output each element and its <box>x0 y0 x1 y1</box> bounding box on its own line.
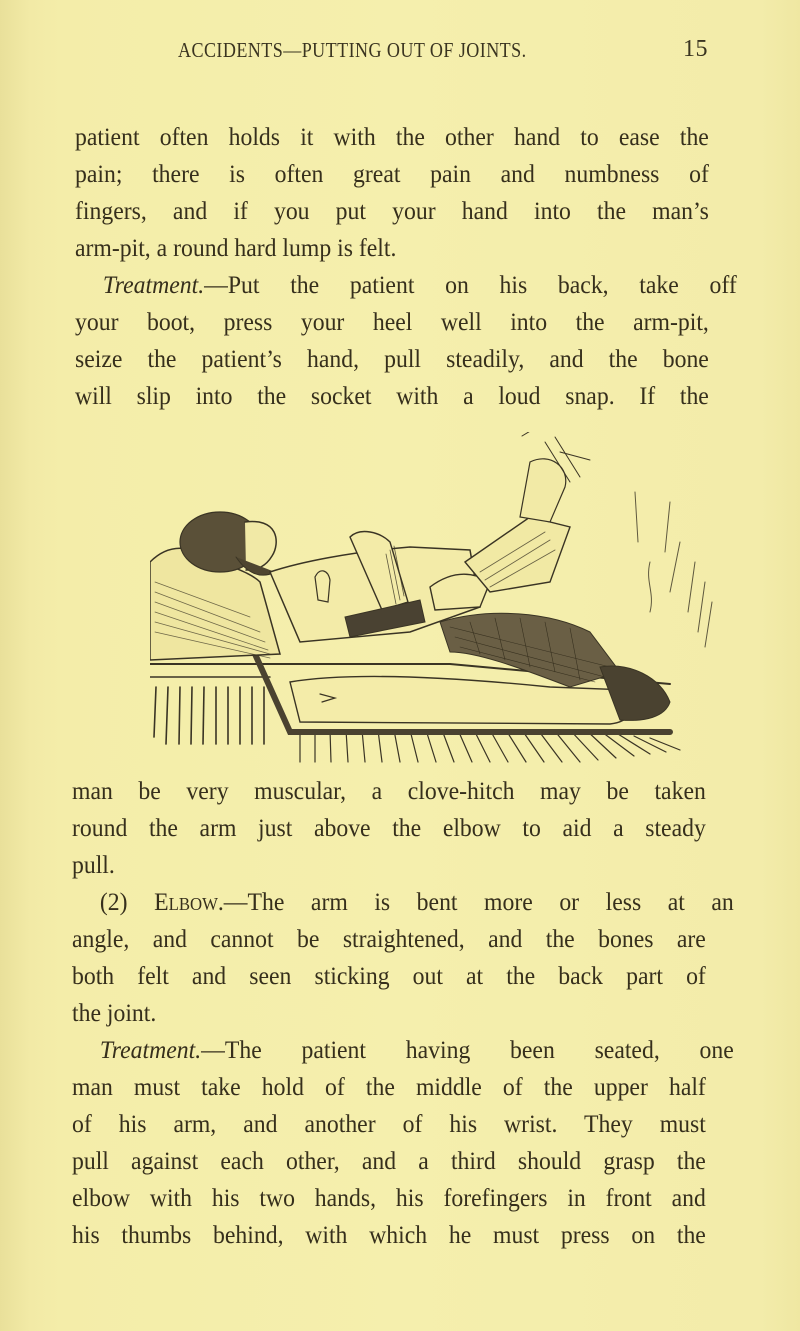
illustration-dislocated-shoulder <box>150 432 730 767</box>
text-block-top <box>75 118 737 414</box>
text-line: pull against each other, and a third should grasp the <box>72 1146 706 1175</box>
section-heading-elbow: Elbow. <box>154 887 224 916</box>
text-line: arm-pit, a round hard lump is felt. <box>75 233 397 262</box>
treatment-paragraph-start <box>72 1031 734 1068</box>
text-line: man be very muscular, a clove-hitch may be taken <box>72 776 706 805</box>
section-number: (2) <box>99 887 155 916</box>
engraving-image <box>150 432 730 767</box>
text-line: both felt and seen sticking out at the back part of <box>72 961 706 990</box>
text-line: his thumbs behind, with which he must press on the <box>72 1220 706 1249</box>
text-run: —The arm is bent more or less at an <box>223 887 734 916</box>
text-line: angle, and cannot be straightened, and the bones are <box>72 924 706 953</box>
text-line: your boot, press your heel well into the arm-pit, <box>75 307 709 336</box>
treatment-paragraph-start <box>75 266 737 303</box>
text-line: pull. <box>72 850 115 879</box>
elbow-paragraph-start <box>72 883 734 920</box>
text-line: man must take hold of the middle of the upper half <box>72 1072 706 1101</box>
text-run: —Put the patient on his back, take off <box>204 270 737 299</box>
text-line: patient often holds it with the other hand to ease the <box>75 122 709 151</box>
text-line: will slip into the socket with a loud snap. If the <box>75 381 709 410</box>
text-line: of his arm, and another of his wrist. They must <box>72 1109 706 1138</box>
text-line: the joint. <box>72 998 157 1027</box>
running-head-title: ACCIDENTS—PUTTING OUT OF JOINTS. <box>178 38 527 62</box>
text-block-bottom <box>72 772 734 1253</box>
text-run: —The patient having been seated, one <box>201 1035 734 1064</box>
treatment-label: Treatment. <box>102 270 205 299</box>
text-line: seize the patient’s hand, pull steadily, and the bone <box>75 344 709 373</box>
text-line: pain; there is often great pain and numbness of <box>75 159 709 188</box>
text-line: round the arm just above the elbow to aid a steady <box>72 813 706 842</box>
page-number: 15 <box>683 36 708 62</box>
text-line: fingers, and if you put your hand into the man’s <box>75 196 709 225</box>
treatment-label: Treatment. <box>99 1035 202 1064</box>
text-line: elbow with his two hands, his forefingers in front and <box>72 1183 706 1212</box>
running-head <box>178 38 708 68</box>
